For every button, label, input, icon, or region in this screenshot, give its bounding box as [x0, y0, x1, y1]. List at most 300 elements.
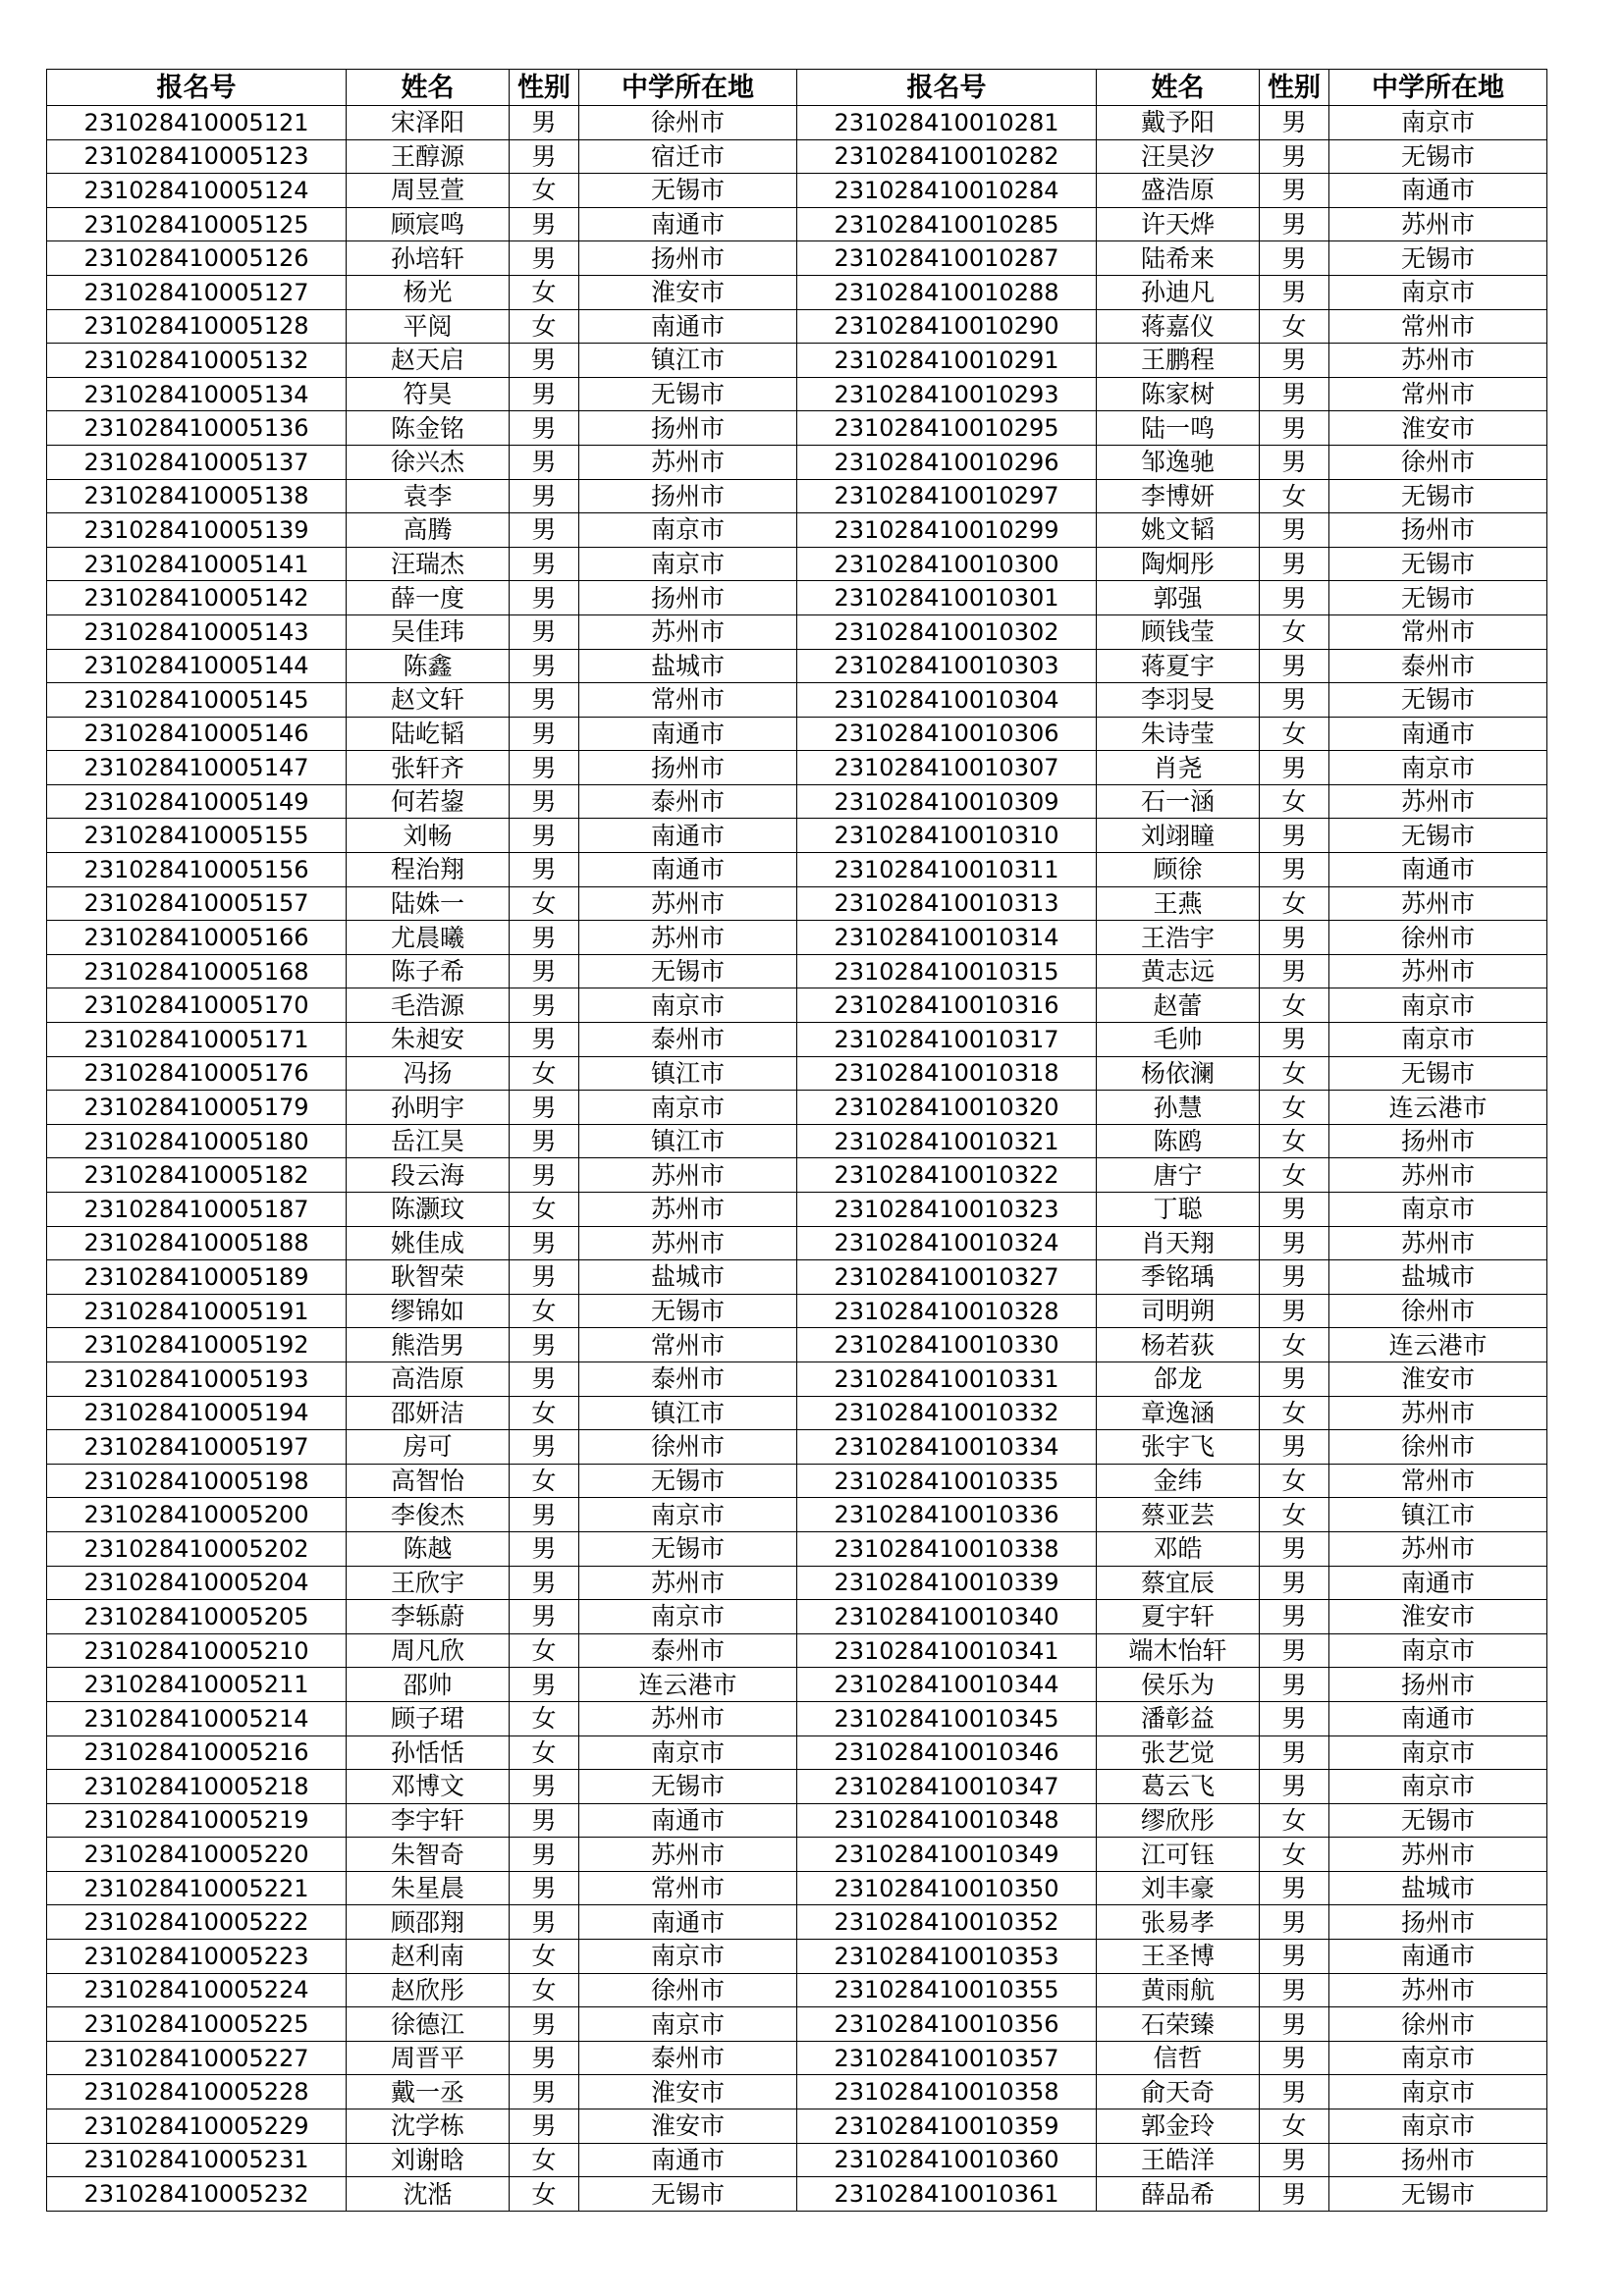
- school-location-cell: 常州市: [1329, 309, 1547, 344]
- registration-no-cell: 231028410010353: [797, 1940, 1097, 1974]
- name-cell: 周凡欣: [347, 1633, 510, 1668]
- gender-cell: 男: [510, 614, 579, 649]
- name-cell: 郭金玲: [1097, 2109, 1260, 2144]
- name-cell: 肖天翔: [1097, 1226, 1260, 1260]
- name-cell: 金纬: [1097, 1464, 1260, 1498]
- school-location-cell: 南京市: [579, 988, 797, 1023]
- school-location-cell: 苏州市: [1329, 1158, 1547, 1193]
- gender-cell: 男: [510, 139, 579, 174]
- gender-cell: 男: [510, 547, 579, 581]
- name-cell: 李博妍: [1097, 479, 1260, 513]
- col-header-name: 姓名: [347, 70, 510, 106]
- gender-cell: 男: [510, 1668, 579, 1702]
- gender-cell: 男: [510, 377, 579, 411]
- school-location-cell: 苏州市: [1329, 344, 1547, 378]
- registration-no-cell: 231028410010322: [797, 1158, 1097, 1193]
- registration-no-cell: 231028410005156: [47, 853, 347, 887]
- gender-cell: 男: [510, 106, 579, 140]
- name-cell: 平阅: [347, 309, 510, 344]
- school-location-cell: 无锡市: [1329, 581, 1547, 615]
- school-location-cell: 镇江市: [579, 1396, 797, 1430]
- name-cell: 孙慧: [1097, 1091, 1260, 1125]
- gender-cell: 女: [1260, 1396, 1329, 1430]
- gender-cell: 男: [1260, 1023, 1329, 1057]
- gender-cell: 男: [510, 1498, 579, 1532]
- name-cell: 缪欣彤: [1097, 1803, 1260, 1838]
- school-location-cell: 南通市: [1329, 1566, 1547, 1600]
- table-row: [47, 1668, 1547, 1702]
- name-cell: 陆姝一: [347, 886, 510, 921]
- gender-cell: 男: [1260, 1973, 1329, 2007]
- gender-cell: 男: [510, 241, 579, 276]
- name-cell: 孙迪凡: [1097, 275, 1260, 309]
- gender-cell: 男: [1260, 411, 1329, 446]
- name-cell: 丁聪: [1097, 1193, 1260, 1227]
- registration-no-cell: 231028410005146: [47, 717, 347, 751]
- name-cell: 夏宇轩: [1097, 1600, 1260, 1634]
- gender-cell: 男: [1260, 241, 1329, 276]
- table-row: [47, 2143, 1547, 2177]
- name-cell: 陶炯彤: [1097, 547, 1260, 581]
- table-row: [47, 1124, 1547, 1158]
- table-row: [47, 954, 1547, 988]
- table-row: [47, 1770, 1547, 1804]
- registration-no-cell: 231028410010318: [797, 1056, 1097, 1091]
- table-row: [47, 2041, 1547, 2075]
- registration-no-cell: 231028410010359: [797, 2109, 1097, 2144]
- name-cell: 高腾: [347, 513, 510, 548]
- table-row: [47, 1531, 1547, 1566]
- name-cell: 杨依澜: [1097, 1056, 1260, 1091]
- table-row: [47, 1600, 1547, 1634]
- registration-no-cell: 231028410005202: [47, 1531, 347, 1566]
- name-cell: 李俊杰: [347, 1498, 510, 1532]
- registration-no-cell: 231028410005225: [47, 2007, 347, 2042]
- gender-cell: 男: [510, 1803, 579, 1838]
- table-row: [47, 275, 1547, 309]
- registration-no-cell: 231028410005231: [47, 2143, 347, 2177]
- school-location-cell: 镇江市: [579, 344, 797, 378]
- gender-cell: 男: [1260, 1871, 1329, 1905]
- registration-no-cell: 231028410010303: [797, 649, 1097, 683]
- school-location-cell: 苏州市: [579, 886, 797, 921]
- registration-no-cell: 231028410005179: [47, 1091, 347, 1125]
- gender-cell: 女: [1260, 614, 1329, 649]
- table-row: [47, 751, 1547, 785]
- name-cell: 陈灏玟: [347, 1193, 510, 1227]
- table-row: [47, 1633, 1547, 1668]
- gender-cell: 男: [1260, 174, 1329, 208]
- name-cell: 符昊: [347, 377, 510, 411]
- gender-cell: 男: [510, 479, 579, 513]
- name-cell: 陈金铭: [347, 411, 510, 446]
- gender-cell: 男: [510, 1600, 579, 1634]
- gender-cell: 女: [1260, 1803, 1329, 1838]
- school-location-cell: 南京市: [1329, 2109, 1547, 2144]
- gender-cell: 男: [1260, 513, 1329, 548]
- school-location-cell: 常州市: [579, 683, 797, 718]
- name-cell: 朱星晨: [347, 1871, 510, 1905]
- school-location-cell: 南通市: [579, 1803, 797, 1838]
- school-location-cell: 扬州市: [1329, 2143, 1547, 2177]
- name-cell: 段云海: [347, 1158, 510, 1193]
- school-location-cell: 扬州市: [1329, 1668, 1547, 1702]
- name-cell: 沈湉: [347, 2177, 510, 2212]
- registration-no-cell: 231028410010338: [797, 1531, 1097, 1566]
- school-location-cell: 常州市: [579, 1871, 797, 1905]
- name-cell: 陆一鸣: [1097, 411, 1260, 446]
- name-cell: 顾徐: [1097, 853, 1260, 887]
- name-cell: 石一涵: [1097, 784, 1260, 819]
- school-location-cell: 连云港市: [1329, 1328, 1547, 1362]
- table-row: [47, 1566, 1547, 1600]
- name-cell: 赵蕾: [1097, 988, 1260, 1023]
- table-row: [47, 1056, 1547, 1091]
- table-row: [47, 784, 1547, 819]
- school-location-cell: 无锡市: [1329, 683, 1547, 718]
- school-location-cell: 南通市: [579, 309, 797, 344]
- col-header-registration-no-2: 报名号: [797, 70, 1097, 106]
- name-cell: 葛云飞: [1097, 1770, 1260, 1804]
- table-row: [47, 2177, 1547, 2212]
- table-row: [47, 344, 1547, 378]
- table-row: [47, 1396, 1547, 1430]
- name-cell: 薛一度: [347, 581, 510, 615]
- name-cell: 陆屹韬: [347, 717, 510, 751]
- school-location-cell: 无锡市: [579, 1531, 797, 1566]
- name-cell: 薛品希: [1097, 2177, 1260, 2212]
- name-cell: 袁李: [347, 479, 510, 513]
- school-location-cell: 无锡市: [579, 954, 797, 988]
- registration-no-cell: 231028410010316: [797, 988, 1097, 1023]
- gender-cell: 女: [510, 309, 579, 344]
- col-header-school-location-2: 中学所在地: [1329, 70, 1547, 106]
- gender-cell: 男: [510, 581, 579, 615]
- school-location-cell: 苏州市: [579, 1193, 797, 1227]
- registration-no-cell: 231028410005121: [47, 106, 347, 140]
- name-cell: 张易孝: [1097, 1905, 1260, 1940]
- name-cell: 邓皓: [1097, 1531, 1260, 1566]
- gender-cell: 男: [1260, 2177, 1329, 2212]
- school-location-cell: 徐州市: [579, 1430, 797, 1465]
- table-row: [47, 377, 1547, 411]
- name-cell: 缪锦如: [347, 1294, 510, 1328]
- col-header-school-location: 中学所在地: [579, 70, 797, 106]
- registration-no-cell: 231028410010320: [797, 1091, 1097, 1125]
- name-cell: 邵帅: [347, 1668, 510, 1702]
- table-row: [47, 886, 1547, 921]
- school-location-cell: 连云港市: [579, 1668, 797, 1702]
- gender-cell: 男: [510, 1838, 579, 1872]
- school-location-cell: 扬州市: [1329, 1905, 1547, 1940]
- name-cell: 程治翔: [347, 853, 510, 887]
- gender-cell: 男: [510, 1871, 579, 1905]
- school-location-cell: 南通市: [1329, 1940, 1547, 1974]
- school-location-cell: 盐城市: [579, 1260, 797, 1295]
- name-cell: 蔡宜辰: [1097, 1566, 1260, 1600]
- gender-cell: 男: [510, 1158, 579, 1193]
- registration-no-cell: 231028410005189: [47, 1260, 347, 1295]
- registration-no-cell: 231028410010335: [797, 1464, 1097, 1498]
- name-cell: 张艺觉: [1097, 1735, 1260, 1770]
- name-cell: 邓博文: [347, 1770, 510, 1804]
- gender-cell: 女: [510, 1193, 579, 1227]
- school-location-cell: 无锡市: [1329, 1056, 1547, 1091]
- registration-no-cell: 231028410010352: [797, 1905, 1097, 1940]
- name-cell: 冯扬: [347, 1056, 510, 1091]
- registration-no-cell: 231028410005218: [47, 1770, 347, 1804]
- name-cell: 顾邵翔: [347, 1905, 510, 1940]
- table-row: [47, 1193, 1547, 1227]
- school-location-cell: 扬州市: [579, 581, 797, 615]
- name-cell: 肖尧: [1097, 751, 1260, 785]
- name-cell: 毛帅: [1097, 1023, 1260, 1057]
- registration-no-cell: 231028410010323: [797, 1193, 1097, 1227]
- school-location-cell: 淮安市: [579, 275, 797, 309]
- table-row: [47, 921, 1547, 955]
- name-cell: 黄雨航: [1097, 1973, 1260, 2007]
- gender-cell: 男: [1260, 1531, 1329, 1566]
- registration-no-cell: 231028410005124: [47, 174, 347, 208]
- gender-cell: 男: [1260, 649, 1329, 683]
- school-location-cell: 南通市: [1329, 717, 1547, 751]
- registration-no-cell: 231028410005192: [47, 1328, 347, 1362]
- gender-cell: 女: [510, 1464, 579, 1498]
- table-row: [47, 411, 1547, 446]
- registration-no-cell: 231028410005221: [47, 1871, 347, 1905]
- name-cell: 汪昊汐: [1097, 139, 1260, 174]
- school-location-cell: 苏州市: [579, 1838, 797, 1872]
- registration-no-cell: 231028410010282: [797, 139, 1097, 174]
- school-location-cell: 苏州市: [1329, 1396, 1547, 1430]
- school-location-cell: 镇江市: [579, 1124, 797, 1158]
- school-location-cell: 淮安市: [1329, 1600, 1547, 1634]
- gender-cell: 女: [510, 1633, 579, 1668]
- name-cell: 江可钰: [1097, 1838, 1260, 1872]
- registration-no-cell: 231028410010293: [797, 377, 1097, 411]
- registration-no-cell: 231028410005229: [47, 2109, 347, 2144]
- registration-no-cell: 231028410005137: [47, 445, 347, 479]
- school-location-cell: 南京市: [1329, 1735, 1547, 1770]
- table-row: [47, 1871, 1547, 1905]
- gender-cell: 男: [510, 2075, 579, 2109]
- gender-cell: 男: [510, 207, 579, 241]
- gender-cell: 女: [510, 1973, 579, 2007]
- registration-no-cell: 231028410010345: [797, 1701, 1097, 1735]
- gender-cell: 女: [1260, 1124, 1329, 1158]
- table-row: [47, 1226, 1547, 1260]
- table-row: [47, 174, 1547, 208]
- gender-cell: 男: [510, 1905, 579, 1940]
- school-location-cell: 南京市: [579, 1498, 797, 1532]
- school-location-cell: 南京市: [1329, 1770, 1547, 1804]
- gender-cell: 男: [1260, 819, 1329, 853]
- col-header-registration-no: 报名号: [47, 70, 347, 106]
- name-cell: 熊浩男: [347, 1328, 510, 1362]
- name-cell: 李羽旻: [1097, 683, 1260, 718]
- registration-no-cell: 231028410010300: [797, 547, 1097, 581]
- school-location-cell: 泰州市: [579, 1362, 797, 1396]
- name-cell: 王浩宇: [1097, 921, 1260, 955]
- registration-no-cell: 231028410010296: [797, 445, 1097, 479]
- registration-no-cell: 231028410010313: [797, 886, 1097, 921]
- table-row: [47, 513, 1547, 548]
- table-row: [47, 1973, 1547, 2007]
- name-cell: 章逸涵: [1097, 1396, 1260, 1430]
- gender-cell: 男: [510, 717, 579, 751]
- registration-no-cell: 231028410010291: [797, 344, 1097, 378]
- gender-cell: 男: [510, 819, 579, 853]
- gender-cell: 男: [1260, 1193, 1329, 1227]
- registration-no-cell: 231028410010339: [797, 1566, 1097, 1600]
- table-row: [47, 106, 1547, 140]
- school-location-cell: 苏州市: [579, 1701, 797, 1735]
- gender-cell: 男: [1260, 954, 1329, 988]
- table-row: [47, 1362, 1547, 1396]
- school-location-cell: 苏州市: [579, 445, 797, 479]
- gender-cell: 男: [1260, 1600, 1329, 1634]
- school-location-cell: 南京市: [1329, 275, 1547, 309]
- name-cell: 姚文韬: [1097, 513, 1260, 548]
- registration-no-cell: 231028410005144: [47, 649, 347, 683]
- name-cell: 黄志远: [1097, 954, 1260, 988]
- gender-cell: 女: [510, 174, 579, 208]
- gender-cell: 女: [510, 1396, 579, 1430]
- gender-cell: 女: [1260, 479, 1329, 513]
- gender-cell: 女: [1260, 309, 1329, 344]
- gender-cell: 男: [510, 1566, 579, 1600]
- gender-cell: 男: [1260, 921, 1329, 955]
- school-location-cell: 泰州市: [579, 784, 797, 819]
- registration-no-cell: 231028410010302: [797, 614, 1097, 649]
- registration-no-cell: 231028410005139: [47, 513, 347, 548]
- gender-cell: 女: [510, 1701, 579, 1735]
- school-location-cell: 泰州市: [1329, 649, 1547, 683]
- registration-no-cell: 231028410005166: [47, 921, 347, 955]
- registration-no-cell: 231028410010340: [797, 1600, 1097, 1634]
- school-location-cell: 南通市: [579, 1905, 797, 1940]
- name-cell: 汪瑞杰: [347, 547, 510, 581]
- registration-no-cell: 231028410010301: [797, 581, 1097, 615]
- school-location-cell: 苏州市: [1329, 886, 1547, 921]
- registration-no-cell: 231028410005128: [47, 309, 347, 344]
- school-location-cell: 苏州市: [1329, 207, 1547, 241]
- school-location-cell: 无锡市: [579, 1294, 797, 1328]
- gender-cell: 男: [1260, 751, 1329, 785]
- name-cell: 王皓洋: [1097, 2143, 1260, 2177]
- registration-no-cell: 231028410005132: [47, 344, 347, 378]
- school-location-cell: 南京市: [1329, 1023, 1547, 1057]
- registration-no-cell: 231028410010309: [797, 784, 1097, 819]
- school-location-cell: 扬州市: [579, 751, 797, 785]
- gender-cell: 男: [510, 1531, 579, 1566]
- name-cell: 沈学栋: [347, 2109, 510, 2144]
- name-cell: 刘翊瞳: [1097, 819, 1260, 853]
- registration-no-cell: 231028410010315: [797, 954, 1097, 988]
- gender-cell: 男: [1260, 2143, 1329, 2177]
- name-cell: 张轩齐: [347, 751, 510, 785]
- name-cell: 信哲: [1097, 2041, 1260, 2075]
- gender-cell: 女: [1260, 1091, 1329, 1125]
- registration-no-cell: 231028410010290: [797, 309, 1097, 344]
- registration-no-cell: 231028410010307: [797, 751, 1097, 785]
- registration-no-cell: 231028410005228: [47, 2075, 347, 2109]
- registration-no-cell: 231028410005200: [47, 1498, 347, 1532]
- registration-table: [46, 69, 1547, 2212]
- school-location-cell: 徐州市: [1329, 2007, 1547, 2042]
- table-row: [47, 1294, 1547, 1328]
- gender-cell: 男: [1260, 1701, 1329, 1735]
- gender-cell: 男: [1260, 2041, 1329, 2075]
- name-cell: 盛浩原: [1097, 174, 1260, 208]
- school-location-cell: 泰州市: [579, 1023, 797, 1057]
- school-location-cell: 无锡市: [1329, 547, 1547, 581]
- school-location-cell: 无锡市: [579, 2177, 797, 2212]
- school-location-cell: 常州市: [1329, 614, 1547, 649]
- name-cell: 徐德江: [347, 2007, 510, 2042]
- school-location-cell: 无锡市: [579, 377, 797, 411]
- name-cell: 岳江昊: [347, 1124, 510, 1158]
- school-location-cell: 无锡市: [1329, 241, 1547, 276]
- school-location-cell: 苏州市: [1329, 784, 1547, 819]
- school-location-cell: 南通市: [579, 207, 797, 241]
- school-location-cell: 无锡市: [1329, 819, 1547, 853]
- registration-no-cell: 231028410005220: [47, 1838, 347, 1872]
- school-location-cell: 扬州市: [579, 241, 797, 276]
- school-location-cell: 镇江市: [1329, 1498, 1547, 1532]
- table-row: [47, 1838, 1547, 1872]
- school-location-cell: 南京市: [1329, 2075, 1547, 2109]
- registration-no-cell: 231028410010304: [797, 683, 1097, 718]
- registration-no-cell: 231028410010288: [797, 275, 1097, 309]
- name-cell: 蒋夏宇: [1097, 649, 1260, 683]
- name-cell: 王燕: [1097, 886, 1260, 921]
- name-cell: 李宇轩: [347, 1803, 510, 1838]
- school-location-cell: 无锡市: [579, 1464, 797, 1498]
- gender-cell: 男: [510, 988, 579, 1023]
- gender-cell: 女: [1260, 717, 1329, 751]
- gender-cell: 男: [510, 445, 579, 479]
- name-cell: 赵文轩: [347, 683, 510, 718]
- table-row: [47, 1091, 1547, 1125]
- registration-no-cell: 231028410010327: [797, 1260, 1097, 1295]
- school-location-cell: 南通市: [579, 819, 797, 853]
- name-cell: 戴予阳: [1097, 106, 1260, 140]
- school-location-cell: 无锡市: [1329, 479, 1547, 513]
- gender-cell: 男: [1260, 1226, 1329, 1260]
- gender-cell: 男: [510, 853, 579, 887]
- school-location-cell: 苏州市: [1329, 1838, 1547, 1872]
- school-location-cell: 南京市: [579, 1735, 797, 1770]
- registration-no-cell: 231028410005170: [47, 988, 347, 1023]
- registration-no-cell: 231028410010347: [797, 1770, 1097, 1804]
- registration-no-cell: 231028410005149: [47, 784, 347, 819]
- name-cell: 陈越: [347, 1531, 510, 1566]
- name-cell: 高浩原: [347, 1362, 510, 1396]
- school-location-cell: 南京市: [1329, 751, 1547, 785]
- gender-cell: 男: [1260, 1362, 1329, 1396]
- registration-no-cell: 231028410005126: [47, 241, 347, 276]
- registration-no-cell: 231028410005155: [47, 819, 347, 853]
- gender-cell: 男: [510, 1362, 579, 1396]
- gender-cell: 女: [510, 1056, 579, 1091]
- registration-no-cell: 231028410005219: [47, 1803, 347, 1838]
- col-header-gender-2: 性别: [1260, 70, 1329, 106]
- registration-no-cell: 231028410010321: [797, 1124, 1097, 1158]
- registration-no-cell: 231028410005198: [47, 1464, 347, 1498]
- registration-no-cell: 231028410010344: [797, 1668, 1097, 1702]
- gender-cell: 女: [1260, 886, 1329, 921]
